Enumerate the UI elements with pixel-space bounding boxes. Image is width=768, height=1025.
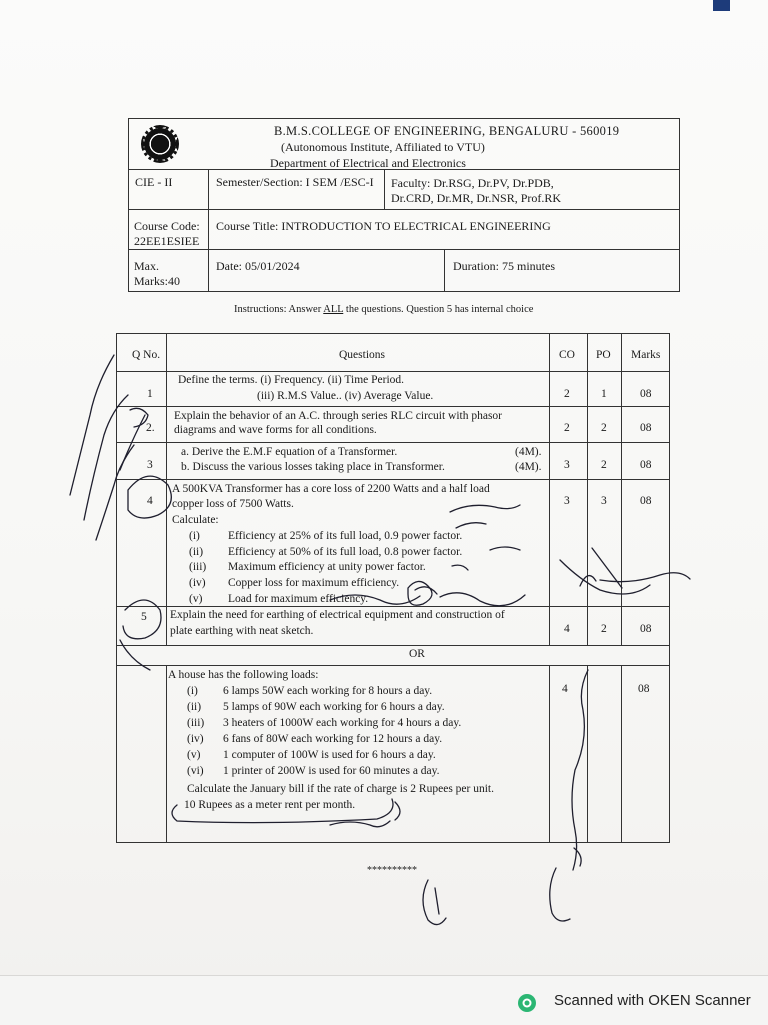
q5b-item-text: 1 computer of 100W is used for 6 hours a day.	[223, 749, 436, 761]
questions-table	[116, 333, 670, 843]
q5b-rent-line: 10 Rupees as a meter rent per month.	[184, 799, 356, 811]
q5b-item-number: (v)	[187, 749, 201, 761]
q5b-intro: A house has the following loads:	[168, 669, 319, 681]
q1-line-2: (iii) R.M.S Value.. (iv) Average Value.	[257, 390, 434, 402]
q3-po: 2	[601, 459, 607, 471]
header-marks: Marks	[631, 349, 661, 361]
q4-line-1: A 500KVA Transformer has a core loss of 2200 Watts and a half load	[172, 483, 490, 495]
q5-line-2: plate earthing with neat sketch.	[170, 625, 314, 637]
q5b-item-text: 1 printer of 200W is used for 60 minutes a day.	[223, 765, 440, 777]
instructions-prefix: Instructions: Answer	[234, 304, 324, 315]
header-questions: Questions	[339, 349, 385, 361]
college-logo-icon	[141, 125, 179, 163]
q5-line-1: Explain the need for earthing of electrical equipment and construction of	[170, 609, 505, 621]
max-label: Max.	[134, 259, 159, 273]
q1-co: 2	[564, 388, 570, 400]
q5b-item-number: (iii)	[187, 717, 205, 729]
q5-co: 4	[564, 623, 570, 635]
course-code: 22EE1ESIEE	[134, 234, 200, 248]
q3-co: 3	[564, 459, 570, 471]
q5-marks: 08	[640, 623, 652, 635]
q2-marks: 08	[640, 422, 652, 434]
autonomous-line: (Autonomous Institute, Affiliated to VTU)	[281, 140, 485, 154]
q4-item-number: (iv)	[189, 577, 206, 589]
q2-po: 2	[601, 422, 607, 434]
q5b-item-number: (i)	[187, 685, 198, 697]
q1-marks: 08	[640, 388, 652, 400]
faculty-line-2: Dr.CRD, Dr.MR, Dr.NSR, Prof.RK	[391, 191, 562, 205]
q5b-item-number: (iv)	[187, 733, 204, 745]
corner-mark	[713, 0, 730, 11]
department-line: Department of Electrical and Electronics	[270, 156, 466, 170]
oken-scanner-icon	[517, 993, 537, 1013]
q5b-co: 4	[562, 683, 568, 695]
college-name: B.M.S.COLLEGE OF ENGINEERING, BENGALURU - 560019	[274, 124, 620, 138]
q4-item-text: Maximum efficiency at unity power factor.	[228, 561, 426, 573]
q3-number: 3	[147, 459, 153, 471]
q5b-item-text: 6 fans of 80W each working for 12 hours a day.	[223, 733, 443, 745]
q5b-item-text: 6 lamps 50W each working for 8 hours a day.	[223, 685, 433, 697]
or-divider: OR	[409, 648, 425, 660]
q3-part-a: a. Derive the E.M.F equation of a Transformer.	[181, 446, 398, 458]
q1-po: 1	[601, 388, 607, 400]
q4-item-number: (iii)	[189, 561, 207, 573]
header-table	[128, 118, 680, 292]
course-title: Course Title: INTRODUCTION TO ELECTRICAL ENGINEERING	[216, 219, 551, 233]
q5-number: 5	[141, 611, 147, 623]
end-stars: **********	[367, 865, 417, 876]
q4-marks: 08	[640, 495, 652, 507]
q5b-item-number: (ii)	[187, 701, 202, 713]
q1-number: 1	[147, 388, 153, 400]
q4-line-2: copper loss of 7500 Watts.	[172, 498, 294, 510]
q2-line-1: Explain the behavior of an A.C. through series RLC circuit with phasor	[174, 410, 503, 422]
header-co: CO	[559, 349, 575, 361]
q4-number: 4	[147, 495, 153, 507]
course-code-label: Course Code:	[134, 219, 200, 233]
instructions	[234, 304, 533, 315]
q2-number: 2.	[146, 422, 155, 434]
scanner-watermark: Scanned with OKEN Scanner	[554, 992, 751, 1009]
q3-part-b: b. Discuss the various losses taking place in Transformer.	[181, 461, 445, 473]
q4-line-3: Calculate:	[172, 514, 219, 526]
q4-po: 3	[601, 495, 607, 507]
instructions-suffix: the questions. Question 5 has internal choice	[343, 304, 534, 315]
q4-item-text: Load for maximum efficiency.	[228, 593, 369, 605]
q4-co: 3	[564, 495, 570, 507]
q4-item-text: Copper loss for maximum efficiency.	[228, 577, 400, 589]
q1-line-1: Define the terms. (i) Frequency. (ii) Time Period.	[178, 374, 405, 386]
q5b-calc-line: Calculate the January bill if the rate of charge is 2 Rupees per unit.	[187, 783, 494, 795]
q5-po: 2	[601, 623, 607, 635]
header-qno: Q No.	[132, 349, 161, 361]
q4-item-text: Efficiency at 25% of its full load, 0.9 power factor.	[228, 530, 463, 542]
header-po: PO	[596, 349, 611, 361]
q2-co: 2	[564, 422, 570, 434]
q5b-item-text: 3 heaters of 1000W each working for 4 hours a day.	[223, 717, 462, 729]
semester-label: Semester/Section: I SEM /ESC-I	[216, 175, 374, 189]
q3-marks: 08	[640, 459, 652, 471]
q4-item-text: Efficiency at 50% of its full load, 0.8 power factor.	[228, 546, 463, 558]
exam-label: CIE - II	[135, 175, 173, 189]
q4-item-number: (i)	[189, 530, 200, 542]
q4-item-number: (v)	[189, 593, 203, 605]
q5b-item-number: (vi)	[187, 765, 204, 777]
q3-part-a-marks: (4M).	[515, 446, 542, 458]
q2-line-2: diagrams and wave forms for all conditions.	[174, 424, 377, 436]
exam-date: Date: 05/01/2024	[216, 259, 300, 273]
q3-part-b-marks: (4M).	[515, 461, 542, 473]
q5b-item-text: 5 lamps of 90W each working for 6 hours a day.	[223, 701, 445, 713]
faculty-line-1: Faculty: Dr.RSG, Dr.PV, Dr.PDB,	[391, 176, 554, 190]
q4-item-number: (ii)	[189, 546, 204, 558]
exam-duration: Duration: 75 minutes	[453, 259, 555, 273]
q5b-marks: 08	[638, 683, 650, 695]
instructions-emphasis: ALL	[323, 304, 344, 315]
max-marks: Marks:40	[134, 274, 180, 288]
